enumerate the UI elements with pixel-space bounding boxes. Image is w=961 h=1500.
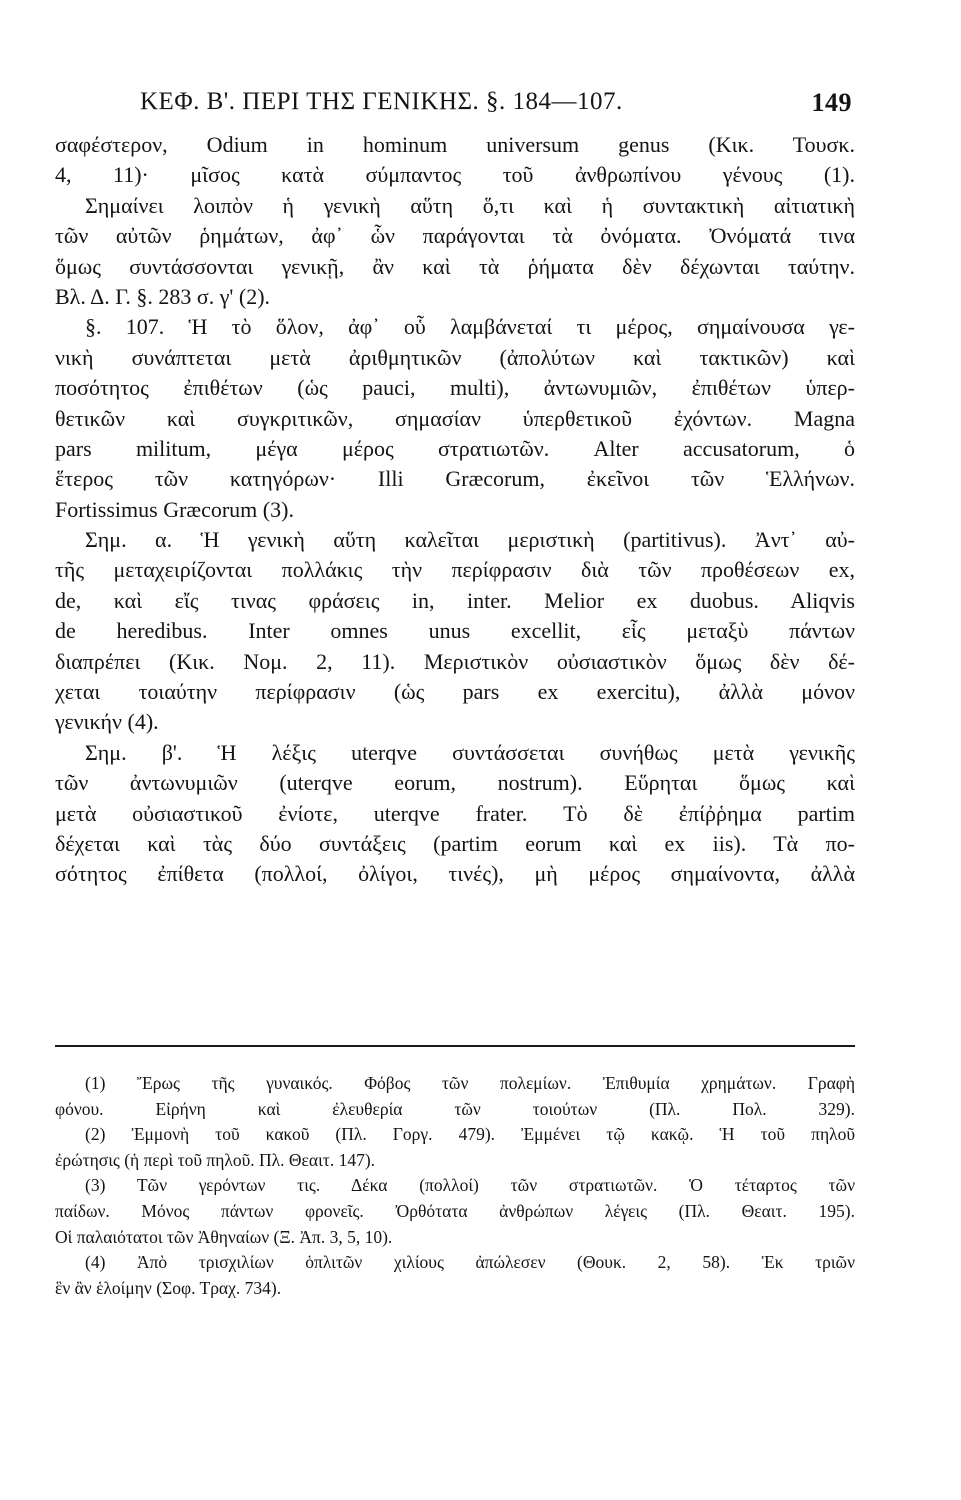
footnote-divider [55, 1045, 855, 1047]
main-text [55, 130, 855, 890]
text-line: σαφέστερον, Odium in hominum universum genus (Κικ. Τουσκ. [55, 132, 855, 157]
text-line: ἕτερος τῶν κατηγόρων· Illi Græcorum, ἐκεῖνοι τῶν Ἑλλήνων. [55, 466, 855, 492]
text-line: δέχεται καὶ τὰς δύο συντάξεις (partim eorum καὶ ex iis). Τὰ πο- [55, 830, 855, 856]
text-line: pars militum, μέγα μέρος στρατιωτῶν. Alter accusatorum, ὁ [55, 435, 855, 461]
text-line: γενικήν (4). [55, 709, 159, 735]
text-line: ὅμως συντάσσονται γενικῇ, ἂν καὶ τὰ ῥήματα δὲν δέχωνται ταύτην. [55, 253, 855, 279]
text-line: Βλ. Δ. Γ. §. 283 σ. γ' (2). [55, 283, 271, 309]
note-line: Σημ. α. Ἡ γενικὴ αὕτη καλεῖται μεριστικὴ (partitivus). Ἀντ᾽ αὐ- [85, 527, 855, 553]
text-line: τῶν ἀντωνυμιῶν (uterqve eorum, nostrum). Εὕρηται ὅμως καὶ [55, 770, 855, 796]
text-line: θετικῶν καὶ συγκριτικῶν, σημασίαν ὑπερθετικοῦ ἐχόντων. Magna [55, 405, 855, 431]
page-number: 149 [811, 88, 852, 117]
text-line: ποσότητος ἐπιθέτων (ὡς pauci, multi), ἀντωνυμιῶν, ἐπιθέτων ὑπερ- [55, 375, 855, 401]
text-line: νικὴ συνάπτεται μετὰ ἀριθμητικῶν (ἀπολύτων καὶ τακτικῶν) καὶ [55, 344, 855, 370]
text-line: de, καὶ εἴς τινας φράσεις in, inter. Melior ex duobus. Aliqvis [55, 587, 855, 613]
text-line: τῶν αὐτῶν ῥημάτων, ἀφ᾽ ὧν παράγονται τὰ ὀνόματα. Ὀνόματά τινα [55, 223, 855, 249]
text-line: μετὰ οὐσιαστικοῦ ἐνίοτε, uterqve frater. Τὸ δὲ ἐπίῤῥημα partim [55, 800, 855, 826]
footnote-line: (2) Ἐμμονὴ τοῦ κακοῦ (Πλ. Γοργ. 479). Ἐμμένει τῷ κακῷ. Ἡ τοῦ πηλοῦ [85, 1124, 855, 1145]
text-line: de heredibus. Inter omnes unus excellit, εἷς μεταξὺ πάντων [55, 618, 855, 644]
text-line: σότητος ἐπίθετα (πολλοί, ὀλίγοι, τινές), μὴ μέρος σημαίνοντα, ἀλλὰ [55, 861, 855, 887]
running-title: ΚΕΦ. Β'. ΠΕΡΙ ΤΗΣ ΓΕΝΙΚΗΣ. §. 184—107. [140, 88, 623, 115]
footnotes [55, 1071, 855, 1301]
section-heading-line: §. 107. Ἡ τὸ ὅλον, ἀφ᾽ οὗ λαμβάνεταί τι μέρος, σημαίνουσα γε- [85, 314, 855, 340]
footnote-line: Οἱ παλαιότατοι τῶν Ἀθηναίων (Ξ. Ἀπ. 3, 5, 10). [55, 1226, 393, 1247]
text-line: χεται τοιαύτην περίφρασιν (ὡς pars ex exercitu), ἀλλὰ μόνον [55, 679, 855, 705]
footnote-line: (4) Ἀπὸ τρισχιλίων ὁπλιτῶν χιλίους ἀπώλεσεν (Θουκ. 2, 58). Ἐκ τριῶν [85, 1252, 855, 1273]
page-header [140, 88, 852, 122]
footnote-line: ἐρώτησις (ἡ περὶ τοῦ πηλοῦ. Πλ. Θεαιτ. 147). [55, 1149, 376, 1170]
footnote-line: φόνου. Εἰρήνη καὶ ἐλευθερία τῶν τοιούτων (Πλ. Πολ. 329). [55, 1098, 855, 1119]
footnote-line: παίδων. Μόνος πάντων φρονεῖς. Ὀρθότατα ἀνθρώπων λέγεις (Πλ. Θεαιτ. 195). [55, 1200, 855, 1221]
text-line: 4, 11)· μῖσος κατὰ σύμπαντος τοῦ ἀνθρωπίνου γένους (1). [55, 162, 855, 188]
text-line: διαπρέπει (Κικ. Νομ. 2, 11). Μεριστικὸν οὐσιαστικὸν ὅμως δὲν δέ- [55, 648, 855, 674]
footnote-line: (3) Τῶν γερόντων τις. Δέκα (πολλοί) τῶν στρατιωτῶν. Ὁ τέταρτος τῶν [85, 1175, 855, 1196]
footnote-line: (1) Ἔρως τῆς γυναικός. Φόβος τῶν πολεμίων. Ἐπιθυμία χρημάτων. Γραφὴ [85, 1073, 855, 1093]
text-line: τῆς μεταχειρίζονται πολλάκις τὴν περίφρασιν διὰ τῶν προθέσεων ex, [55, 557, 855, 583]
text-line: Σημαίνει λοιπὸν ἡ γενικὴ αὕτη ὅ,τι καὶ ἡ συντακτικὴ αἰτιατικὴ [85, 192, 855, 218]
note-line: Σημ. β'. Ἡ λέξις uterqve συντάσσεται συνήθως μετὰ γενικῆς [85, 739, 855, 765]
footnote-line: ἓν ἂν ἑλοίμην (Σοφ. Τραχ. 734). [55, 1277, 282, 1298]
text-line: Fortissimus Græcorum (3). [55, 496, 294, 522]
